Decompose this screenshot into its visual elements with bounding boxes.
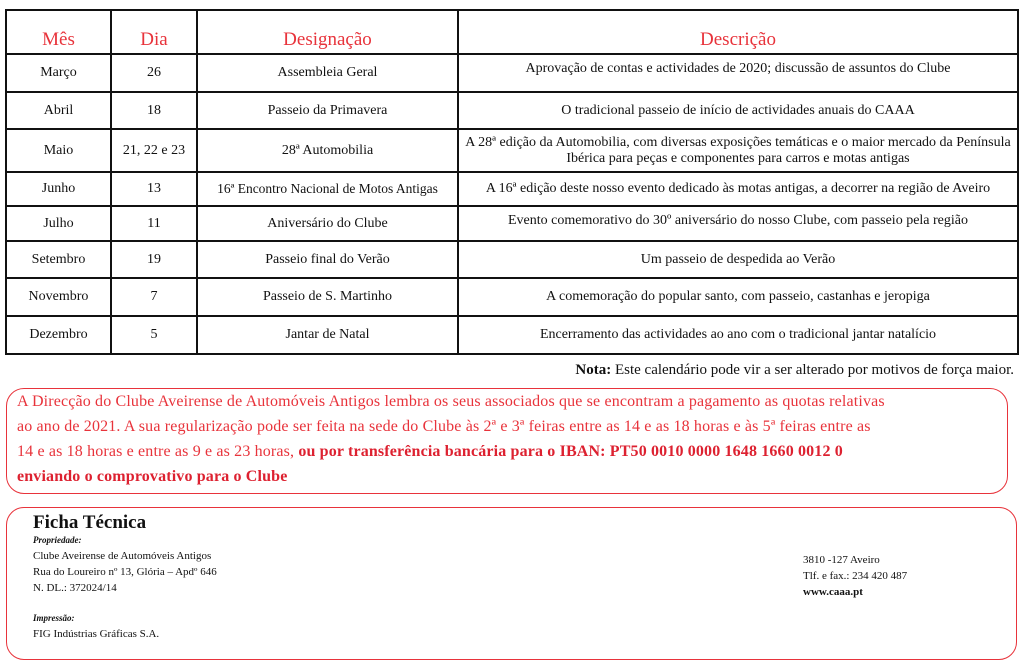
printer-name: FIG Indústrias Gráficas S.A.	[33, 628, 160, 640]
notice-iban-text: ou por transferência bancária para o IBAN: PT50 0010 0000 1648 1660 0012 0	[298, 443, 843, 460]
table-row	[6, 172, 1018, 206]
table-row	[6, 129, 1018, 172]
cell-dia: 11	[111, 206, 197, 241]
cell-designacao: Assembleia Geral	[197, 54, 458, 92]
notice-line-3	[17, 439, 1007, 464]
table-row	[6, 206, 1018, 241]
cell-dia: 21, 22 e 23	[111, 129, 197, 172]
cell-dia: 19	[111, 241, 197, 278]
membership-fee-notice	[6, 388, 1008, 494]
postal-code: 3810 -127 Aveiro	[803, 554, 880, 566]
cell-mes: Dezembro	[6, 316, 111, 354]
notice-line-1: A Direcção do Clube Aveirense de Automóveis Antigos lembra os seus associados que se encontram a pagamento as quotas relativas	[17, 393, 885, 410]
cell-mes: Março	[6, 54, 111, 92]
cell-designacao: 16ª Encontro Nacional de Motos Antigas	[197, 172, 458, 206]
website-link[interactable]: www.caaa.pt	[803, 586, 863, 598]
cell-designacao: Passeio final do Verão	[197, 241, 458, 278]
legal-deposit: N. DL.: 372024/14	[33, 582, 117, 594]
cell-descricao: A comemoração do popular santo, com passeio, castanhas e jeropiga	[458, 278, 1018, 316]
cell-descricao: Encerramento das actividades ao ano com o tradicional jantar natalício	[458, 316, 1018, 354]
table-header-row	[6, 10, 1018, 54]
cell-descricao: A 16ª edição deste nosso evento dedicado às motas antigas, a decorrer na região de Aveiro	[458, 172, 1018, 206]
table-row	[6, 92, 1018, 129]
cell-descricao: Aprovação de contas e actividades de 2020; discussão de assuntos do Clube	[458, 54, 1018, 92]
phone-fax: Tlf. e fax.: 234 420 487	[803, 570, 908, 582]
owner-address: Rua do Loureiro nº 13, Glória – Apdº 646	[33, 566, 217, 578]
cell-mes: Maio	[6, 129, 111, 172]
cell-descricao: A 28ª edição da Automobilia, com diversas exposições temáticas e o maior mercado da Península Ibérica para peças e componentes para carros e motas antigas	[458, 129, 1018, 172]
header-dia: Dia	[111, 10, 197, 54]
cell-descricao: Um passeio de despedida ao Verão	[458, 241, 1018, 278]
cell-mes: Setembro	[6, 241, 111, 278]
table-row	[6, 316, 1018, 354]
cell-designacao: Aniversário do Clube	[197, 206, 458, 241]
notice-hours-text: 14 e as 18 horas e entre as 9 e as 23 horas,	[17, 443, 299, 460]
cell-dia: 13	[111, 172, 197, 206]
cell-mes: Abril	[6, 92, 111, 129]
cell-dia: 26	[111, 54, 197, 92]
ficha-tecnica-title: Ficha Técnica	[33, 512, 147, 533]
header-descricao: Descrição	[458, 10, 1018, 54]
note-label: Nota:	[575, 362, 612, 378]
notice-proof-text: enviando o comprovativo para o Clube	[17, 468, 288, 485]
notice-line-2: ao ano de 2021. A sua regularização pode ser feita na sede do Clube às 2ª e 3ª feiras entre as 14 e as 18 horas e às 5ª feiras entre as	[17, 418, 871, 435]
cell-descricao: O tradicional passeio de início de actividades anuais do CAAA	[458, 92, 1018, 129]
cell-dia: 18	[111, 92, 197, 129]
cell-designacao: Jantar de Natal	[197, 316, 458, 354]
cell-dia: 5	[111, 316, 197, 354]
cell-dia: 7	[111, 278, 197, 316]
propriedade-label: Propriedade:	[33, 535, 82, 545]
activities-calendar-table	[5, 9, 1019, 355]
cell-mes: Julho	[6, 206, 111, 241]
header-mes: Mês	[6, 10, 111, 54]
cell-mes: Novembro	[6, 278, 111, 316]
note-text: Este calendário pode vir a ser alterado por motivos de força maior.	[611, 362, 1014, 378]
table-row	[6, 54, 1018, 92]
cell-designacao: Passeio de S. Martinho	[197, 278, 458, 316]
table-row	[6, 278, 1018, 316]
ficha-tecnica-box	[6, 507, 1017, 660]
contact-block	[803, 552, 907, 600]
owner-name: Clube Aveirense de Automóveis Antigos	[33, 550, 212, 562]
calendar-note	[575, 362, 1014, 379]
header-designacao: Designação	[197, 10, 458, 54]
cell-descricao: Evento comemorativo do 30º aniversário do nosso Clube, com passeio pela região	[458, 206, 1018, 241]
table-row	[6, 241, 1018, 278]
cell-designacao: Passeio da Primavera	[197, 92, 458, 129]
cell-mes: Junho	[6, 172, 111, 206]
notice-line-4	[17, 464, 1007, 489]
impressao-label: Impressão:	[33, 613, 75, 623]
cell-designacao: 28ª Automobilia	[197, 129, 458, 172]
